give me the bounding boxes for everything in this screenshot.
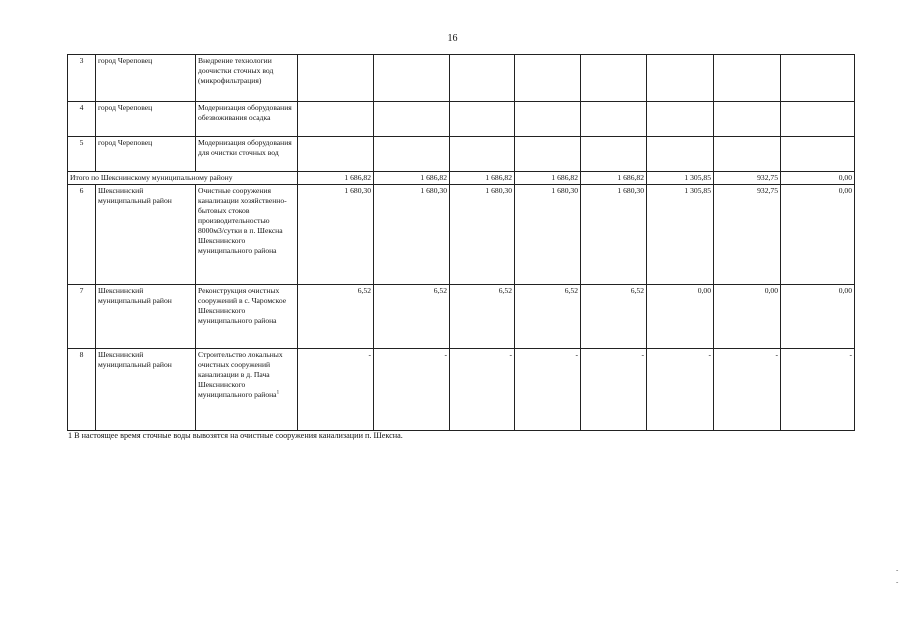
total-label: Итого по Шекснинскому муниципальному району [68,172,298,185]
value-cell: - [714,349,781,431]
row-number: 4 [68,102,96,137]
value-cell: - [374,349,450,431]
value-cell: 1 680,30 [450,185,515,285]
table-row [68,285,855,349]
value-cell [647,102,714,137]
value-cell [515,137,581,172]
value-cell [374,102,450,137]
value-cell [714,137,781,172]
value-cell: - [515,349,581,431]
row-number: 7 [68,285,96,349]
table-row [68,185,855,285]
margin-mark: - [896,566,899,574]
total-value-cell: 1 686,82 [515,172,581,185]
value-cell: 6,52 [450,285,515,349]
value-cell [515,55,581,102]
row-number: 5 [68,137,96,172]
value-cell [298,102,374,137]
value-cell [714,102,781,137]
table-row [68,102,855,137]
value-cell [647,55,714,102]
district-cell: город Череповец [96,55,196,102]
value-cell: 0,00 [647,285,714,349]
value-cell [781,102,855,137]
row-number: 6 [68,185,96,285]
value-cell: - [781,349,855,431]
measure-cell: Внедрение технологии доочистки сточных вод (микрофильтрация) [196,55,298,102]
value-cell: - [298,349,374,431]
total-value-cell: 932,75 [714,172,781,185]
value-cell: - [581,349,647,431]
value-cell [450,55,515,102]
margin-mark: - [896,578,899,586]
district-cell: Шекснинский муниципальный район [96,185,196,285]
measure-cell [196,349,298,431]
value-cell: 932,75 [714,185,781,285]
total-value-cell: 1 686,82 [298,172,374,185]
measure-cell: Модернизация оборудования для очистки сточных вод [196,137,298,172]
value-cell: - [450,349,515,431]
measure-cell: Модернизация оборудования обезвоживания осадка [196,102,298,137]
footnote-mark: 1 [276,390,280,396]
data-table [67,54,855,431]
value-cell: 0,00 [781,285,855,349]
value-cell: 6,52 [581,285,647,349]
total-value-cell: 1 305,85 [647,172,714,185]
table-row [68,349,855,431]
measure-cell: Реконструкция очистных сооружений в с. Чаромское Шекснинского муниципального района [196,285,298,349]
total-value-cell: 1 686,82 [374,172,450,185]
total-row [68,172,855,185]
value-cell: 6,52 [374,285,450,349]
value-cell [450,102,515,137]
value-cell [298,55,374,102]
value-cell [374,137,450,172]
district-cell: город Череповец [96,102,196,137]
value-cell [781,137,855,172]
total-value-cell: 1 686,82 [450,172,515,185]
row-number: 3 [68,55,96,102]
value-cell: 6,52 [298,285,374,349]
value-cell [450,137,515,172]
value-cell [581,137,647,172]
value-cell [647,137,714,172]
value-cell [374,55,450,102]
measure-cell: Очистные сооружения канализации хозяйственно-бытовых стоков производительностью 8000м3/сутки в п. Шексна Шекснинского муниципального района [196,185,298,285]
value-cell: 0,00 [714,285,781,349]
table-row [68,137,855,172]
value-cell [298,137,374,172]
district-cell: город Череповец [96,137,196,172]
value-cell: 0,00 [781,185,855,285]
total-value-cell: 0,00 [781,172,855,185]
value-cell [781,55,855,102]
value-cell: 1 305,85 [647,185,714,285]
value-cell: 1 680,30 [515,185,581,285]
value-cell: - [647,349,714,431]
value-cell [581,55,647,102]
value-cell [714,55,781,102]
value-cell: 1 680,30 [374,185,450,285]
value-cell: 6,52 [515,285,581,349]
table-row [68,55,855,102]
value-cell [515,102,581,137]
total-value-cell: 1 686,82 [581,172,647,185]
footnote: 1 В настоящее время сточные воды вывозятся на очистные сооружения канализации п. Шексна. [68,431,403,440]
district-cell: Шекснинский муниципальный район [96,285,196,349]
page-number: 16 [447,33,458,44]
row-number: 8 [68,349,96,431]
value-cell [581,102,647,137]
district-cell: Шекснинский муниципальный район [96,349,196,431]
value-cell: 1 680,30 [298,185,374,285]
value-cell: 1 680,30 [581,185,647,285]
measure-text: Строительство локальных очистных сооружений канализации в д. Пача Шекснинского муниципального района [198,350,283,399]
